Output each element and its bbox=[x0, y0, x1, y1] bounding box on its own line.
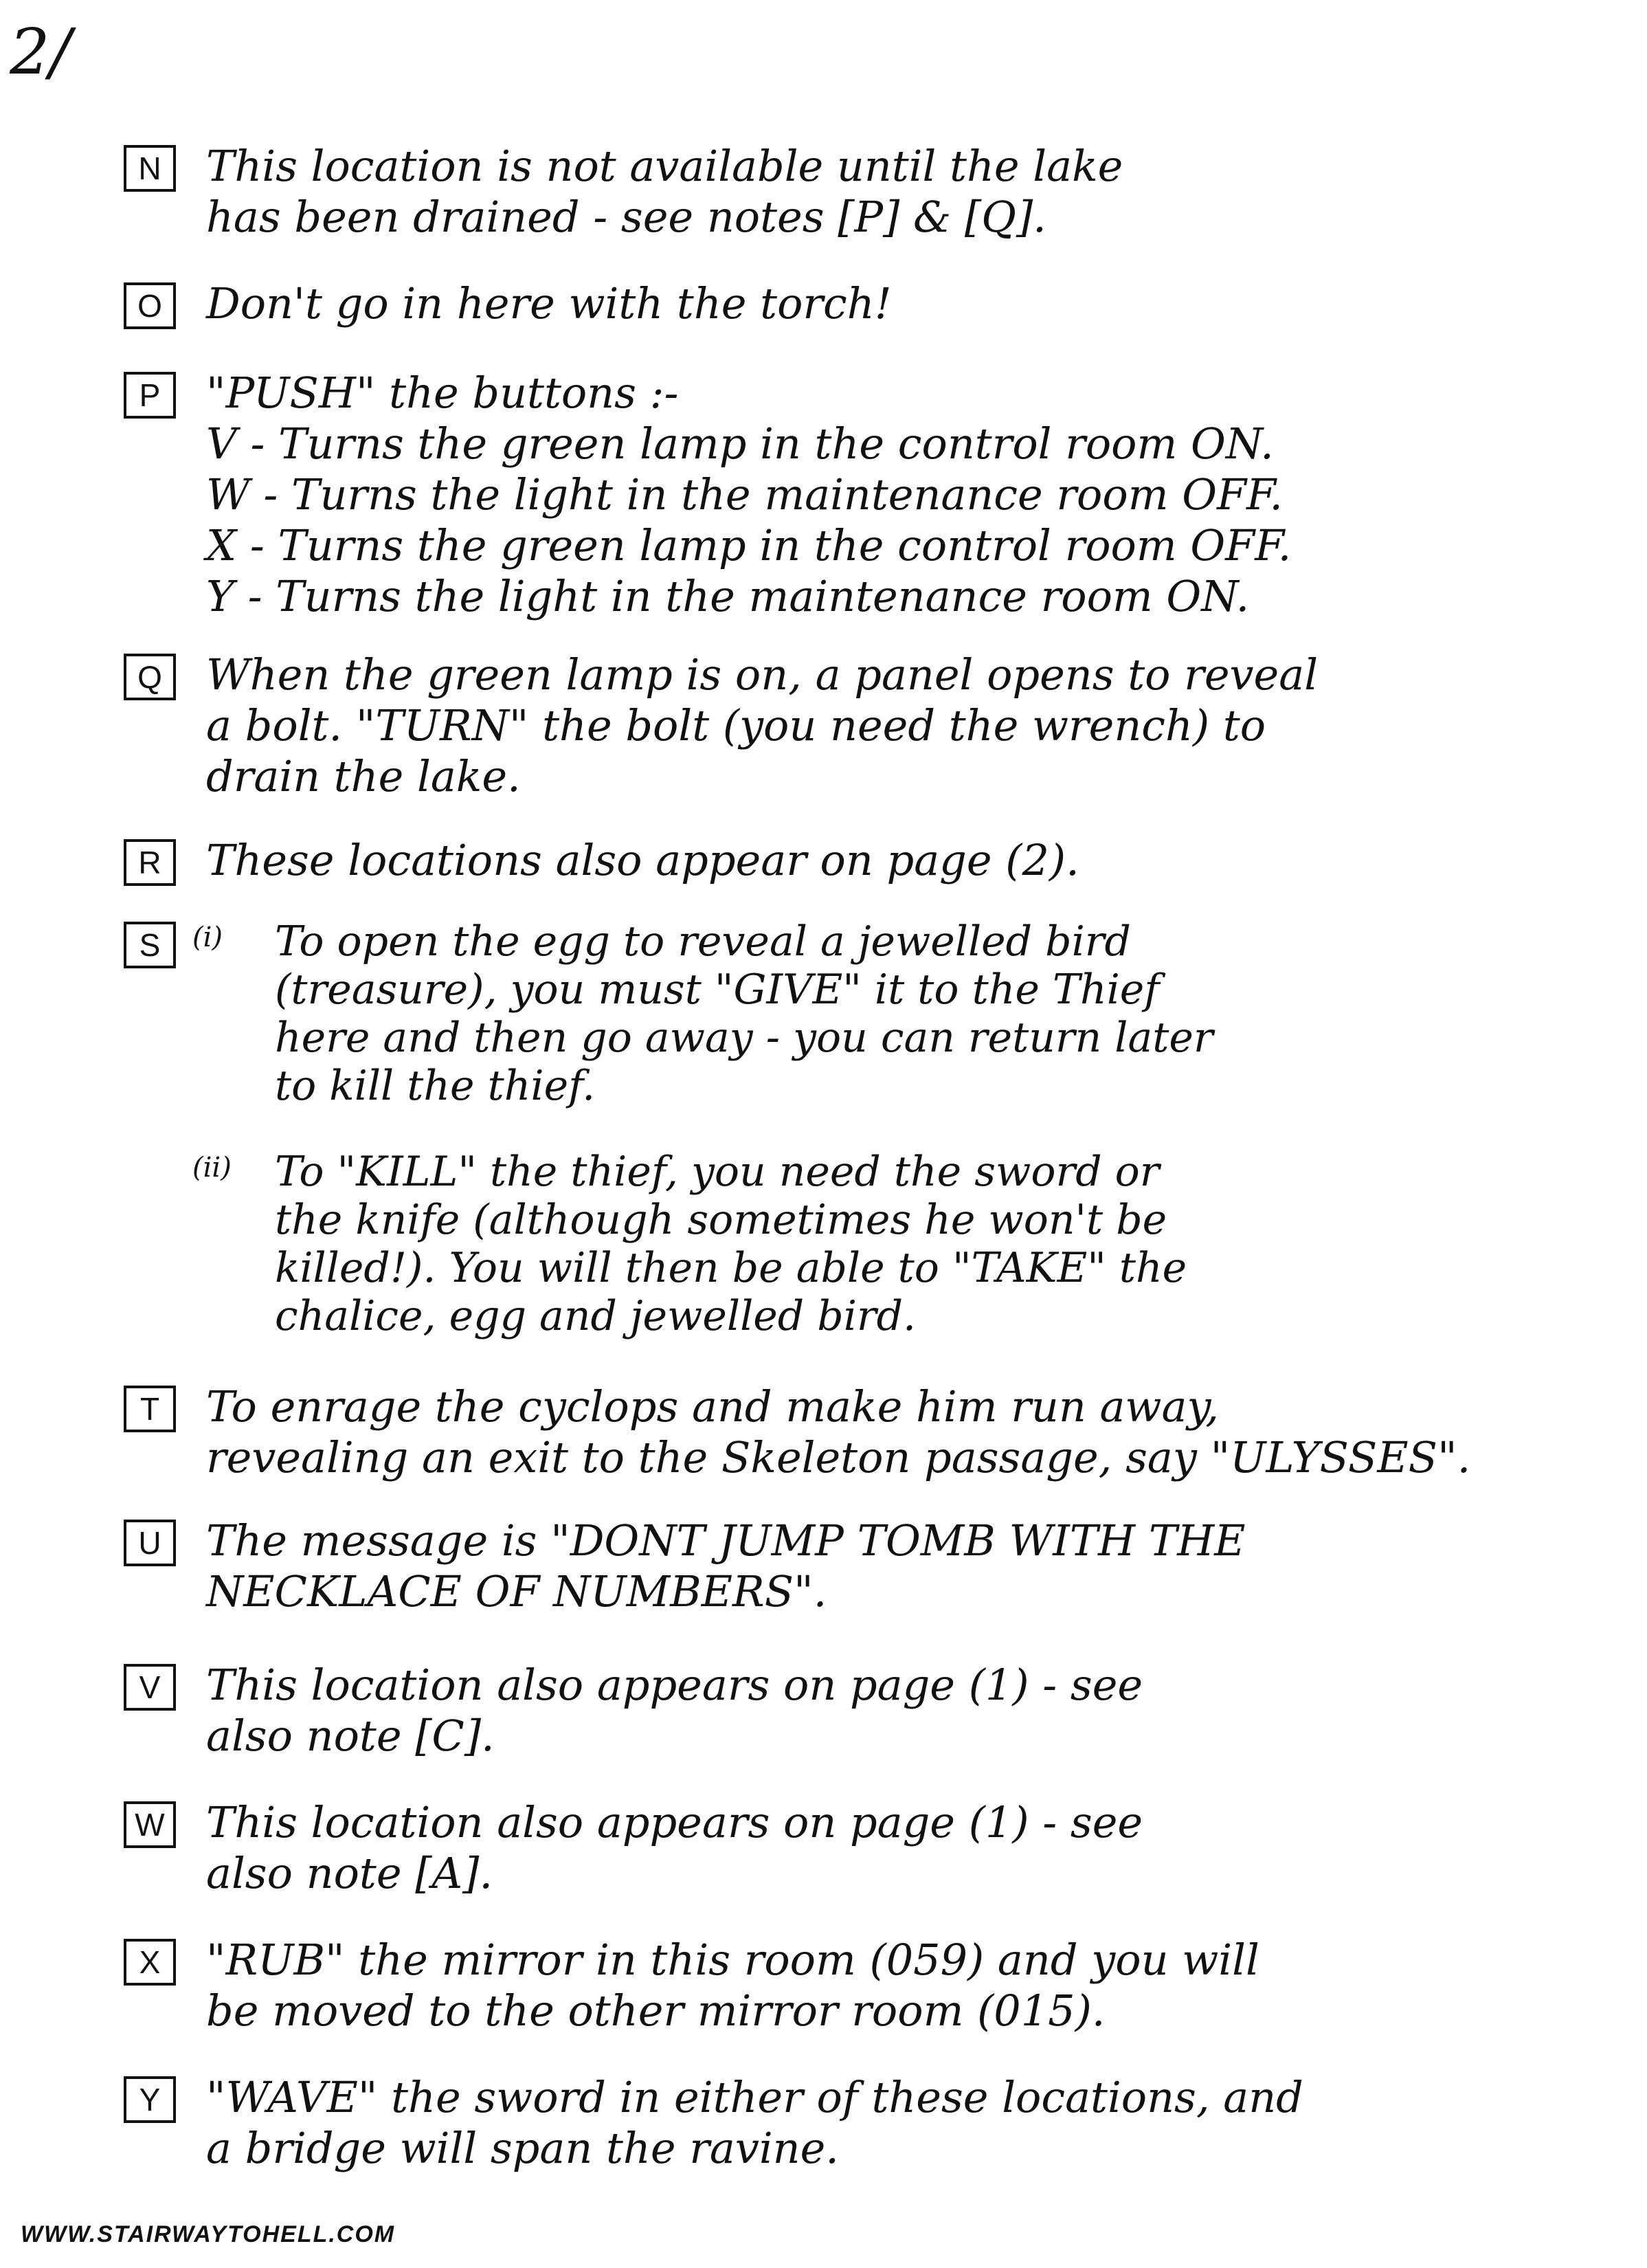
note-text: To enrage the cyclops and make him run away, revealing an exit to the Skeleton passage, say "ULYSSES". bbox=[206, 1381, 1471, 1482]
sub-text: To "KILL" the thief, you need the sword or the knife (although sometimes he won't be killed!). You will then be able to "TAKE" the chalice, egg and jewelled bird. bbox=[275, 1148, 1187, 1340]
note-w bbox=[124, 1797, 1594, 1899]
note-text: The message is "DONT JUMP TOMB WITH THE NECKLACE OF NUMBERS". bbox=[206, 1515, 1246, 1616]
note-text: Don't go in here with the torch! bbox=[206, 278, 892, 329]
note-text: This location also appears on page (1) - see also note [C]. bbox=[206, 1660, 1143, 1761]
note-s-part-1 bbox=[124, 918, 1594, 1110]
sub-mark: (ii) bbox=[192, 1152, 232, 1183]
note-text: "RUB" the mirror in this room (059) and you will be moved to the other mirror room (015). bbox=[206, 1935, 1259, 2036]
sub-text: To open the egg to reveal a jewelled bird (treasure), you must "GIVE" it to the Thief here and then go away - you can return later to kill the thief. bbox=[275, 918, 1213, 1110]
note-letter-box: N bbox=[124, 145, 176, 192]
note-y bbox=[124, 2072, 1594, 2174]
note-letter-box: Q bbox=[124, 654, 176, 700]
note-letter-box: U bbox=[124, 1520, 176, 1566]
note-letter-box: Y bbox=[124, 2076, 176, 2123]
note-text: When the green lamp is on, a panel opens to reveal a bolt. "TURN" the bolt (you need the wrench) to drain the lake. bbox=[206, 649, 1319, 801]
note-letter-box: V bbox=[124, 1664, 176, 1711]
note-letter-box: P bbox=[124, 372, 176, 419]
footer-url: WWW.STAIRWAYTOHELL.COM bbox=[21, 2221, 396, 2247]
note-text: These locations also appear on page (2). bbox=[206, 835, 1079, 885]
note-text: "WAVE" the sword in either of these locations, and a bridge will span the ravine. bbox=[206, 2072, 1303, 2173]
note-o bbox=[124, 278, 1594, 329]
note-letter-box: O bbox=[124, 282, 176, 329]
note-text: This location also appears on page (1) - see also note [A]. bbox=[206, 1797, 1143, 1898]
note-q bbox=[124, 649, 1594, 802]
note-p bbox=[124, 368, 1594, 622]
note-x bbox=[124, 1935, 1594, 2036]
note-s-part-2 bbox=[124, 1148, 1594, 1340]
note-t bbox=[124, 1381, 1594, 1483]
note-v bbox=[124, 1660, 1594, 1761]
sub-mark: (i) bbox=[192, 922, 223, 953]
note-letter-box: S bbox=[124, 922, 176, 968]
note-r bbox=[124, 835, 1594, 886]
note-letter-box: T bbox=[124, 1386, 176, 1432]
note-letter-box: R bbox=[124, 839, 176, 886]
page-number: 2/ bbox=[10, 15, 71, 89]
note-text: This location is not available until the lake has been drained - see notes [P] & [Q]. bbox=[206, 141, 1123, 242]
note-letter-box: W bbox=[124, 1801, 176, 1848]
note-text: "PUSH" the buttons :- V - Turns the green lamp in the control room ON. W - Turns the light in the maintenance room OFF. X - Turns the green lamp in the control room OFF. Y - Turns the light in the maintenance room ON. bbox=[206, 368, 1292, 621]
note-u bbox=[124, 1515, 1594, 1617]
note-letter-box: X bbox=[124, 1939, 176, 1986]
note-n bbox=[124, 141, 1594, 243]
